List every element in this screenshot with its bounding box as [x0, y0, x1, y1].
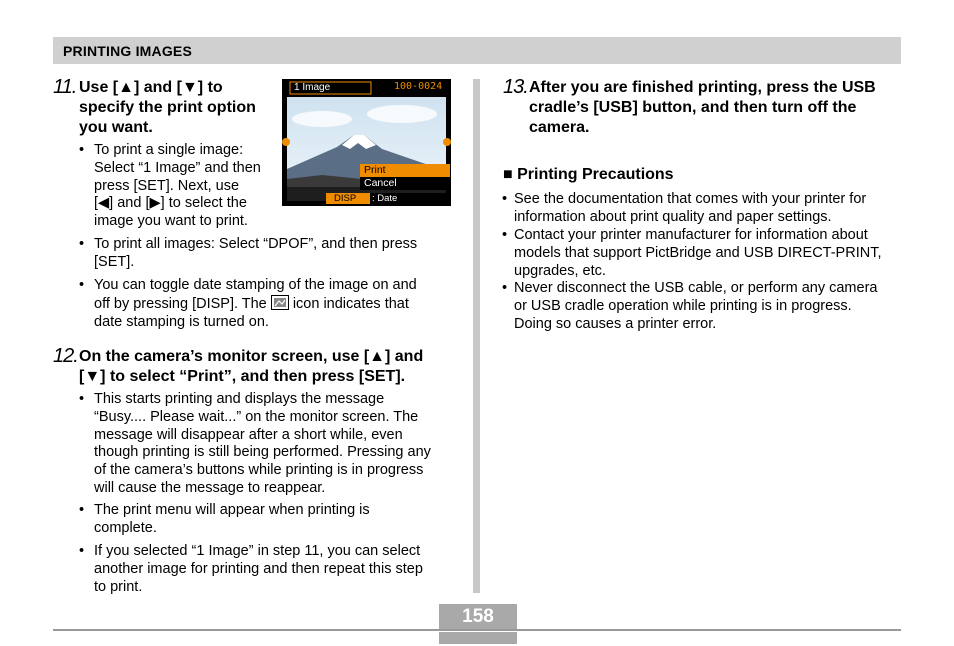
step-number-13: 13. [503, 76, 528, 98]
precaution-bullet-2: • Contact your printer manufacturer for information about models that support PictBridge and USB DIRECT-PRINT, upgrades, etc. [502, 227, 882, 279]
step-12-title: On the camera’s monitor screen, use [▲] and [▼] to select “Print”, and then press [SET]. [79, 348, 424, 385]
column-divider [473, 79, 480, 593]
page-number: 158 [439, 604, 517, 629]
camera-disp-label: DISP [334, 193, 357, 204]
precautions-heading: ■ Printing Precautions [503, 166, 674, 183]
step-11-bullet-3: • You can toggle date stamping of the image on and off by pressing [DISP]. The icon indicates that date stamping is turned on. [79, 277, 417, 330]
camera-date-label: : Date [372, 193, 398, 204]
date-stamp-icon [271, 295, 289, 310]
camera-file-number: 100-0024 [394, 81, 443, 92]
precaution-bullet-1: • See the documentation that comes with your printer for information about print quality and paper settings. [502, 191, 867, 225]
section-title: PRINTING IMAGES [63, 43, 193, 59]
precaution-bullet-3: • Never disconnect the USB cable, or perform any camera or USB cradle operation while printing is in progress. Doing so causes a printer error. [502, 280, 878, 332]
page-number-box [439, 604, 517, 644]
section-header [53, 37, 901, 64]
step-12-bullet-3: • If you selected “1 Image” in step 11, you can select another image for printing and then repeat this step to print. [79, 543, 423, 595]
step-number-11: 11. [53, 76, 77, 98]
step-11-bullet-1: • To print a single image: Select “1 Image” and then press [SET]. Next, use [◀] and [▶] to select the image you want to print. [79, 142, 261, 230]
step-12-bullet-2: • The print menu will appear when printing is complete. [79, 502, 370, 536]
page-number-tab [439, 632, 517, 644]
step-11-title: Use [▲] and [▼] to specify the print option you want. [79, 79, 256, 136]
step-12-bullet-1: • This starts printing and displays the message “Busy.... Please wait...” on the monitor screen. The message will disappear after a short while, even though printing is still being performed. Pressing any of the camera’s buttons while printing is in progress will cause the message to reappear. [79, 391, 431, 496]
camera-menu-cancel: Cancel [364, 177, 397, 189]
step-number-12: 12. [53, 345, 78, 367]
camera-screen [282, 79, 451, 206]
step-13-title: After you are finished printing, press the USB cradle’s [USB] button, and then turn off the camera. [529, 79, 876, 136]
step-11-bullet-2: • To print all images: Select “DPOF”, and then press [SET]. [79, 236, 418, 270]
camera-menu-print: Print [364, 164, 386, 176]
camera-mode-label: 1 Image [294, 82, 331, 93]
